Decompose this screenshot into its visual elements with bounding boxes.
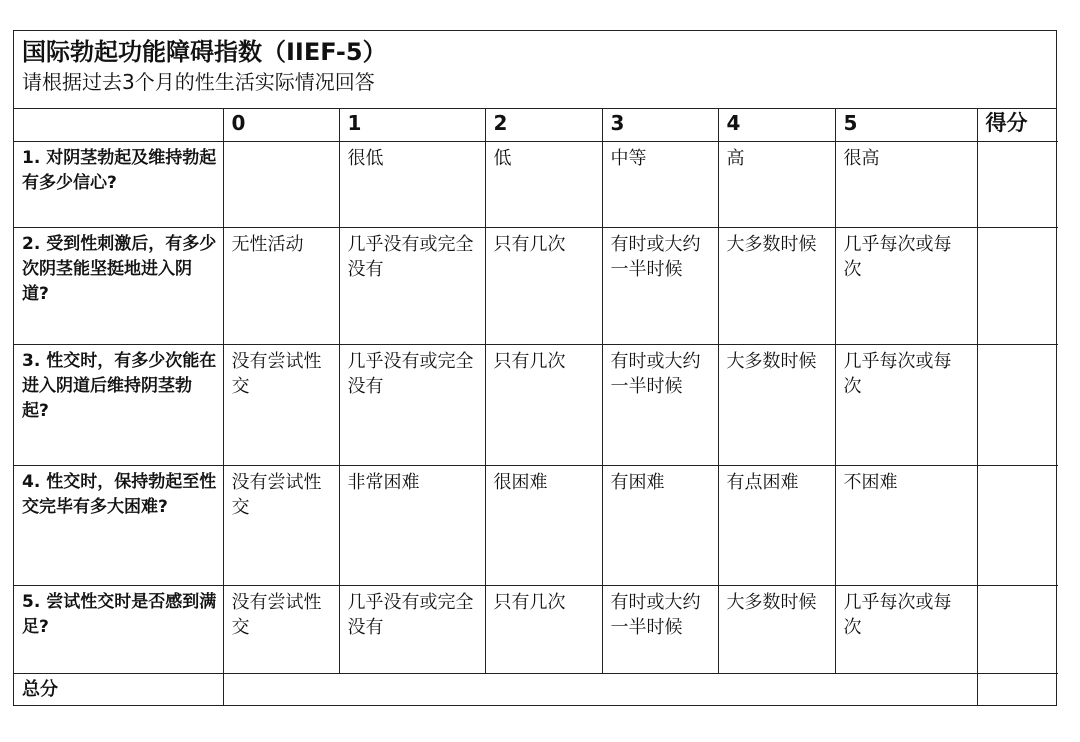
score-cell[interactable] [977, 585, 1058, 673]
option-5: 几乎每次或每次 [835, 344, 977, 465]
option-2: 低 [485, 141, 602, 227]
question-text: 4. 性交时，保持勃起至性交完毕有多大困难? [14, 465, 223, 585]
questionnaire-table [14, 109, 1058, 705]
form-subtitle: 请根据过去3个月的性生活实际情况回答 [22, 70, 375, 94]
option-0: 无性活动 [223, 227, 339, 344]
option-5: 很高 [835, 141, 977, 227]
iief5-form [13, 30, 1057, 706]
option-5: 几乎每次或每次 [835, 585, 977, 673]
question-text: 3. 性交时，有多少次能在进入阴道后维持阴茎勃起? [14, 344, 223, 465]
question-text: 2. 受到性刺激后，有多少次阴茎能坚挺地进入阴道? [14, 227, 223, 344]
option-4: 大多数时候 [718, 227, 835, 344]
option-1: 几乎没有或完全没有 [339, 585, 485, 673]
option-5: 几乎每次或每次 [835, 227, 977, 344]
header-col-3: 3 [602, 109, 718, 141]
score-cell[interactable] [977, 465, 1058, 585]
title-block [14, 31, 1056, 109]
option-4: 高 [718, 141, 835, 227]
option-3: 中等 [602, 141, 718, 227]
score-cell[interactable] [977, 141, 1058, 227]
total-row [14, 673, 1058, 705]
option-4: 大多数时候 [718, 344, 835, 465]
question-row-3 [14, 344, 1058, 465]
header-col-4: 4 [718, 109, 835, 141]
header-blank-cell [14, 109, 223, 141]
question-row-2 [14, 227, 1058, 344]
option-4: 大多数时候 [718, 585, 835, 673]
option-1: 很低 [339, 141, 485, 227]
option-0: 没有尝试性交 [223, 344, 339, 465]
option-0: 没有尝试性交 [223, 585, 339, 673]
option-1: 非常困难 [339, 465, 485, 585]
header-col-5: 5 [835, 109, 977, 141]
form-title: 国际勃起功能障碍指数（IIEF-5） [22, 38, 387, 66]
option-3: 有时或大约一半时候 [602, 227, 718, 344]
option-2: 只有几次 [485, 227, 602, 344]
header-col-2: 2 [485, 109, 602, 141]
option-2: 只有几次 [485, 344, 602, 465]
question-text: 5. 尝试性交时是否感到满足? [14, 585, 223, 673]
option-3: 有困难 [602, 465, 718, 585]
question-text: 1. 对阴茎勃起及维持勃起有多少信心? [14, 141, 223, 227]
header-row [14, 109, 1058, 141]
question-row-4 [14, 465, 1058, 585]
total-score-cell[interactable] [977, 673, 1058, 705]
score-cell[interactable] [977, 344, 1058, 465]
option-1: 几乎没有或完全没有 [339, 344, 485, 465]
header-score: 得分 [977, 109, 1058, 141]
option-3: 有时或大约一半时候 [602, 585, 718, 673]
option-2: 只有几次 [485, 585, 602, 673]
option-4: 有点困难 [718, 465, 835, 585]
header-col-0: 0 [223, 109, 339, 141]
option-2: 很困难 [485, 465, 602, 585]
option-3: 有时或大约一半时候 [602, 344, 718, 465]
option-5: 不困难 [835, 465, 977, 585]
total-label: 总分 [14, 673, 223, 705]
question-row-1 [14, 141, 1058, 227]
question-row-5 [14, 585, 1058, 673]
total-span-cell [223, 673, 977, 705]
score-cell[interactable] [977, 227, 1058, 344]
option-0 [223, 141, 339, 227]
header-col-1: 1 [339, 109, 485, 141]
option-0: 没有尝试性交 [223, 465, 339, 585]
option-1: 几乎没有或完全没有 [339, 227, 485, 344]
